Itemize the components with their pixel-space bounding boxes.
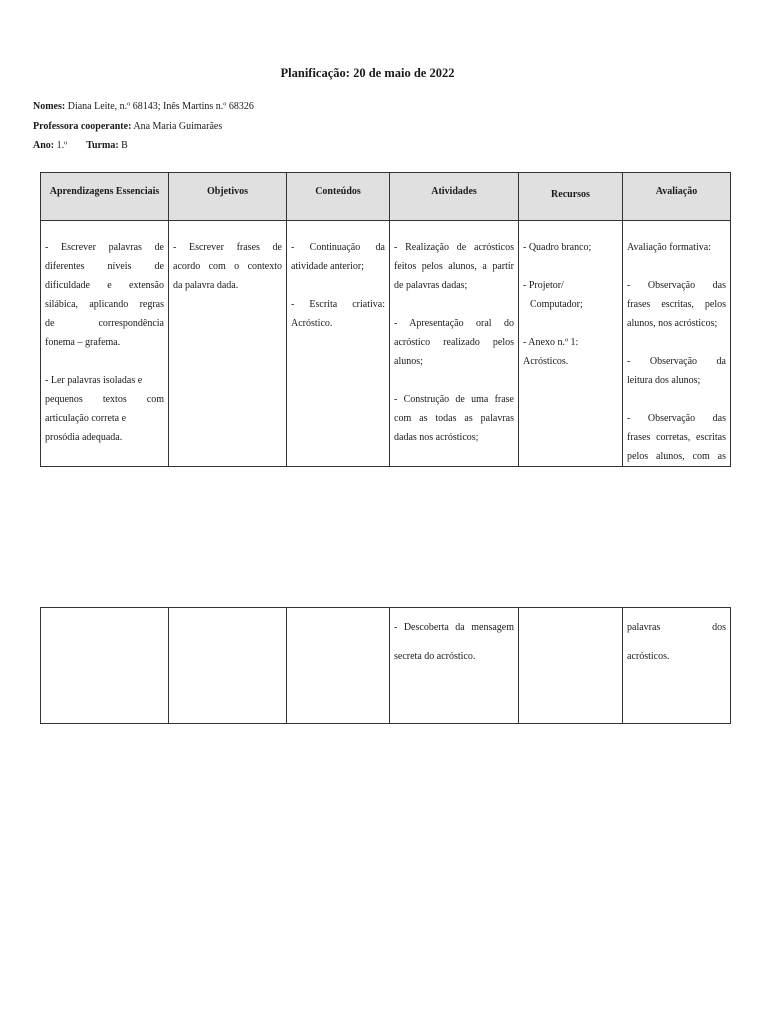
conteudos-line: - Escrita criativa: <box>291 299 385 310</box>
recursos-line: - Projetor/ <box>523 280 564 291</box>
column-header-objetivos: Objetivos <box>169 173 287 221</box>
avaliacao-line: palavras dos <box>627 622 726 633</box>
cell-recursos <box>519 221 623 467</box>
teacher-label: Professora cooperante: <box>33 121 132 132</box>
table-row <box>41 221 731 467</box>
cell-atividades <box>390 221 519 467</box>
recursos-line: Acrósticos. <box>523 356 569 367</box>
blank-line <box>394 371 514 390</box>
column-header-aprendizagens: Aprendizagens Essenciais <box>41 173 169 221</box>
atividades-line: - Descoberta da mensagem <box>394 622 514 633</box>
column-header-atividades: Atividades <box>390 173 519 221</box>
atividades-line: acróstico realizado pelos <box>394 337 514 348</box>
atividades-line: secreta do acróstico. <box>394 651 476 662</box>
avaliacao-line: - Observação das <box>627 280 726 291</box>
cell-conteudos-empty <box>287 608 390 724</box>
avaliacao-line: frases corretas, escritas <box>627 432 726 443</box>
atividades-line: com as todas as palavras <box>394 413 514 424</box>
atividades-line: dadas nos acrósticos; <box>394 432 479 443</box>
blank-line <box>627 257 726 276</box>
class-label: Turma: <box>86 140 119 151</box>
year-class-line <box>33 140 128 152</box>
blank-line <box>523 257 618 276</box>
aprendizagens-line: pequenos textos com <box>45 394 164 405</box>
aprendizagens-line: de correspondência <box>45 318 164 329</box>
blank-line <box>523 314 618 333</box>
avaliacao-line: - Observação da <box>627 356 726 367</box>
atividades-line: - Construção de uma frase <box>394 394 514 405</box>
avaliacao-line: Avaliação formativa: <box>627 242 711 253</box>
cell-aprendizagens-empty <box>41 608 169 724</box>
conteudos-line: atividade anterior; <box>291 261 365 272</box>
avaliacao-line: acrósticos. <box>627 651 670 662</box>
cell-recursos-empty <box>519 608 623 724</box>
year-value: 1.º <box>56 140 68 151</box>
class-value: B <box>121 140 128 151</box>
atividades-line: - Apresentação oral do <box>394 318 514 329</box>
blank-line <box>394 295 514 314</box>
planning-table <box>40 172 731 467</box>
cell-avaliacao <box>623 221 731 467</box>
avaliacao-line: alunos, nos acrósticos; <box>627 318 718 329</box>
atividades-line: alunos; <box>394 356 423 367</box>
column-header-avaliacao: Avaliação <box>623 173 731 221</box>
atividades-line: feitos pelos alunos, a partir <box>394 261 514 272</box>
table-row <box>41 608 731 724</box>
teacher-value: Ana Maria Guimarães <box>133 121 223 132</box>
blank-line <box>627 390 726 409</box>
names-line <box>33 101 254 113</box>
avaliacao-line: frases escritas, pelos <box>627 299 726 310</box>
conteudos-line: Acróstico. <box>291 318 333 329</box>
aprendizagens-line: prosódia adequada. <box>45 432 123 443</box>
atividades-line: de palavras dadas; <box>394 280 468 291</box>
column-header-recursos: Recursos <box>519 173 623 221</box>
column-header-conteudos: Conteúdos <box>287 173 390 221</box>
table-header-row <box>41 173 731 221</box>
names-label: Nomes: <box>33 101 66 112</box>
aprendizagens-line: fonema – grafema. <box>45 337 121 348</box>
conteudos-line: - Continuação da <box>291 242 385 253</box>
cell-aprendizagens <box>41 221 169 467</box>
objetivos-line: - Escrever frases de <box>173 242 282 253</box>
blank-line <box>45 352 164 371</box>
objetivos-line: acordo com o contexto <box>173 261 282 272</box>
aprendizagens-line: articulação correta e <box>45 413 127 424</box>
avaliacao-line: leitura dos alunos; <box>627 375 701 386</box>
aprendizagens-line: - Escrever palavras de <box>45 242 164 253</box>
aprendizagens-line: silábica, aplicando regras <box>45 299 164 310</box>
cell-objetivos-empty <box>169 608 287 724</box>
avaliacao-line: - Observação das <box>627 413 726 424</box>
recursos-line: - Quadro branco; <box>523 242 592 253</box>
recursos-line: Computador; <box>530 299 583 310</box>
planning-table-continued <box>40 607 731 724</box>
page-title: Planificação: 20 de maio de 2022 <box>280 66 455 80</box>
aprendizagens-line: diferentes níveis de <box>45 261 164 272</box>
cell-avaliacao <box>623 608 731 724</box>
aprendizagens-line: dificuldade e extensão <box>45 280 164 291</box>
cell-conteudos <box>287 221 390 467</box>
objetivos-line: da palavra dada. <box>173 280 239 291</box>
cell-objetivos <box>169 221 287 467</box>
aprendizagens-line: - Ler palavras isoladas e <box>45 375 143 386</box>
atividades-line: - Realização de acrósticos <box>394 242 514 253</box>
blank-line <box>627 333 726 352</box>
teacher-line <box>33 121 222 133</box>
year-label: Ano: <box>33 140 55 151</box>
names-value: Diana Leite, n.º 68143; Inês Martins n.º 68326 <box>67 101 254 112</box>
avaliacao-line: pelos alunos, com as <box>627 451 726 462</box>
blank-line <box>291 276 385 295</box>
recursos-line: - Anexo n.º 1: <box>523 337 579 348</box>
cell-atividades <box>390 608 519 724</box>
